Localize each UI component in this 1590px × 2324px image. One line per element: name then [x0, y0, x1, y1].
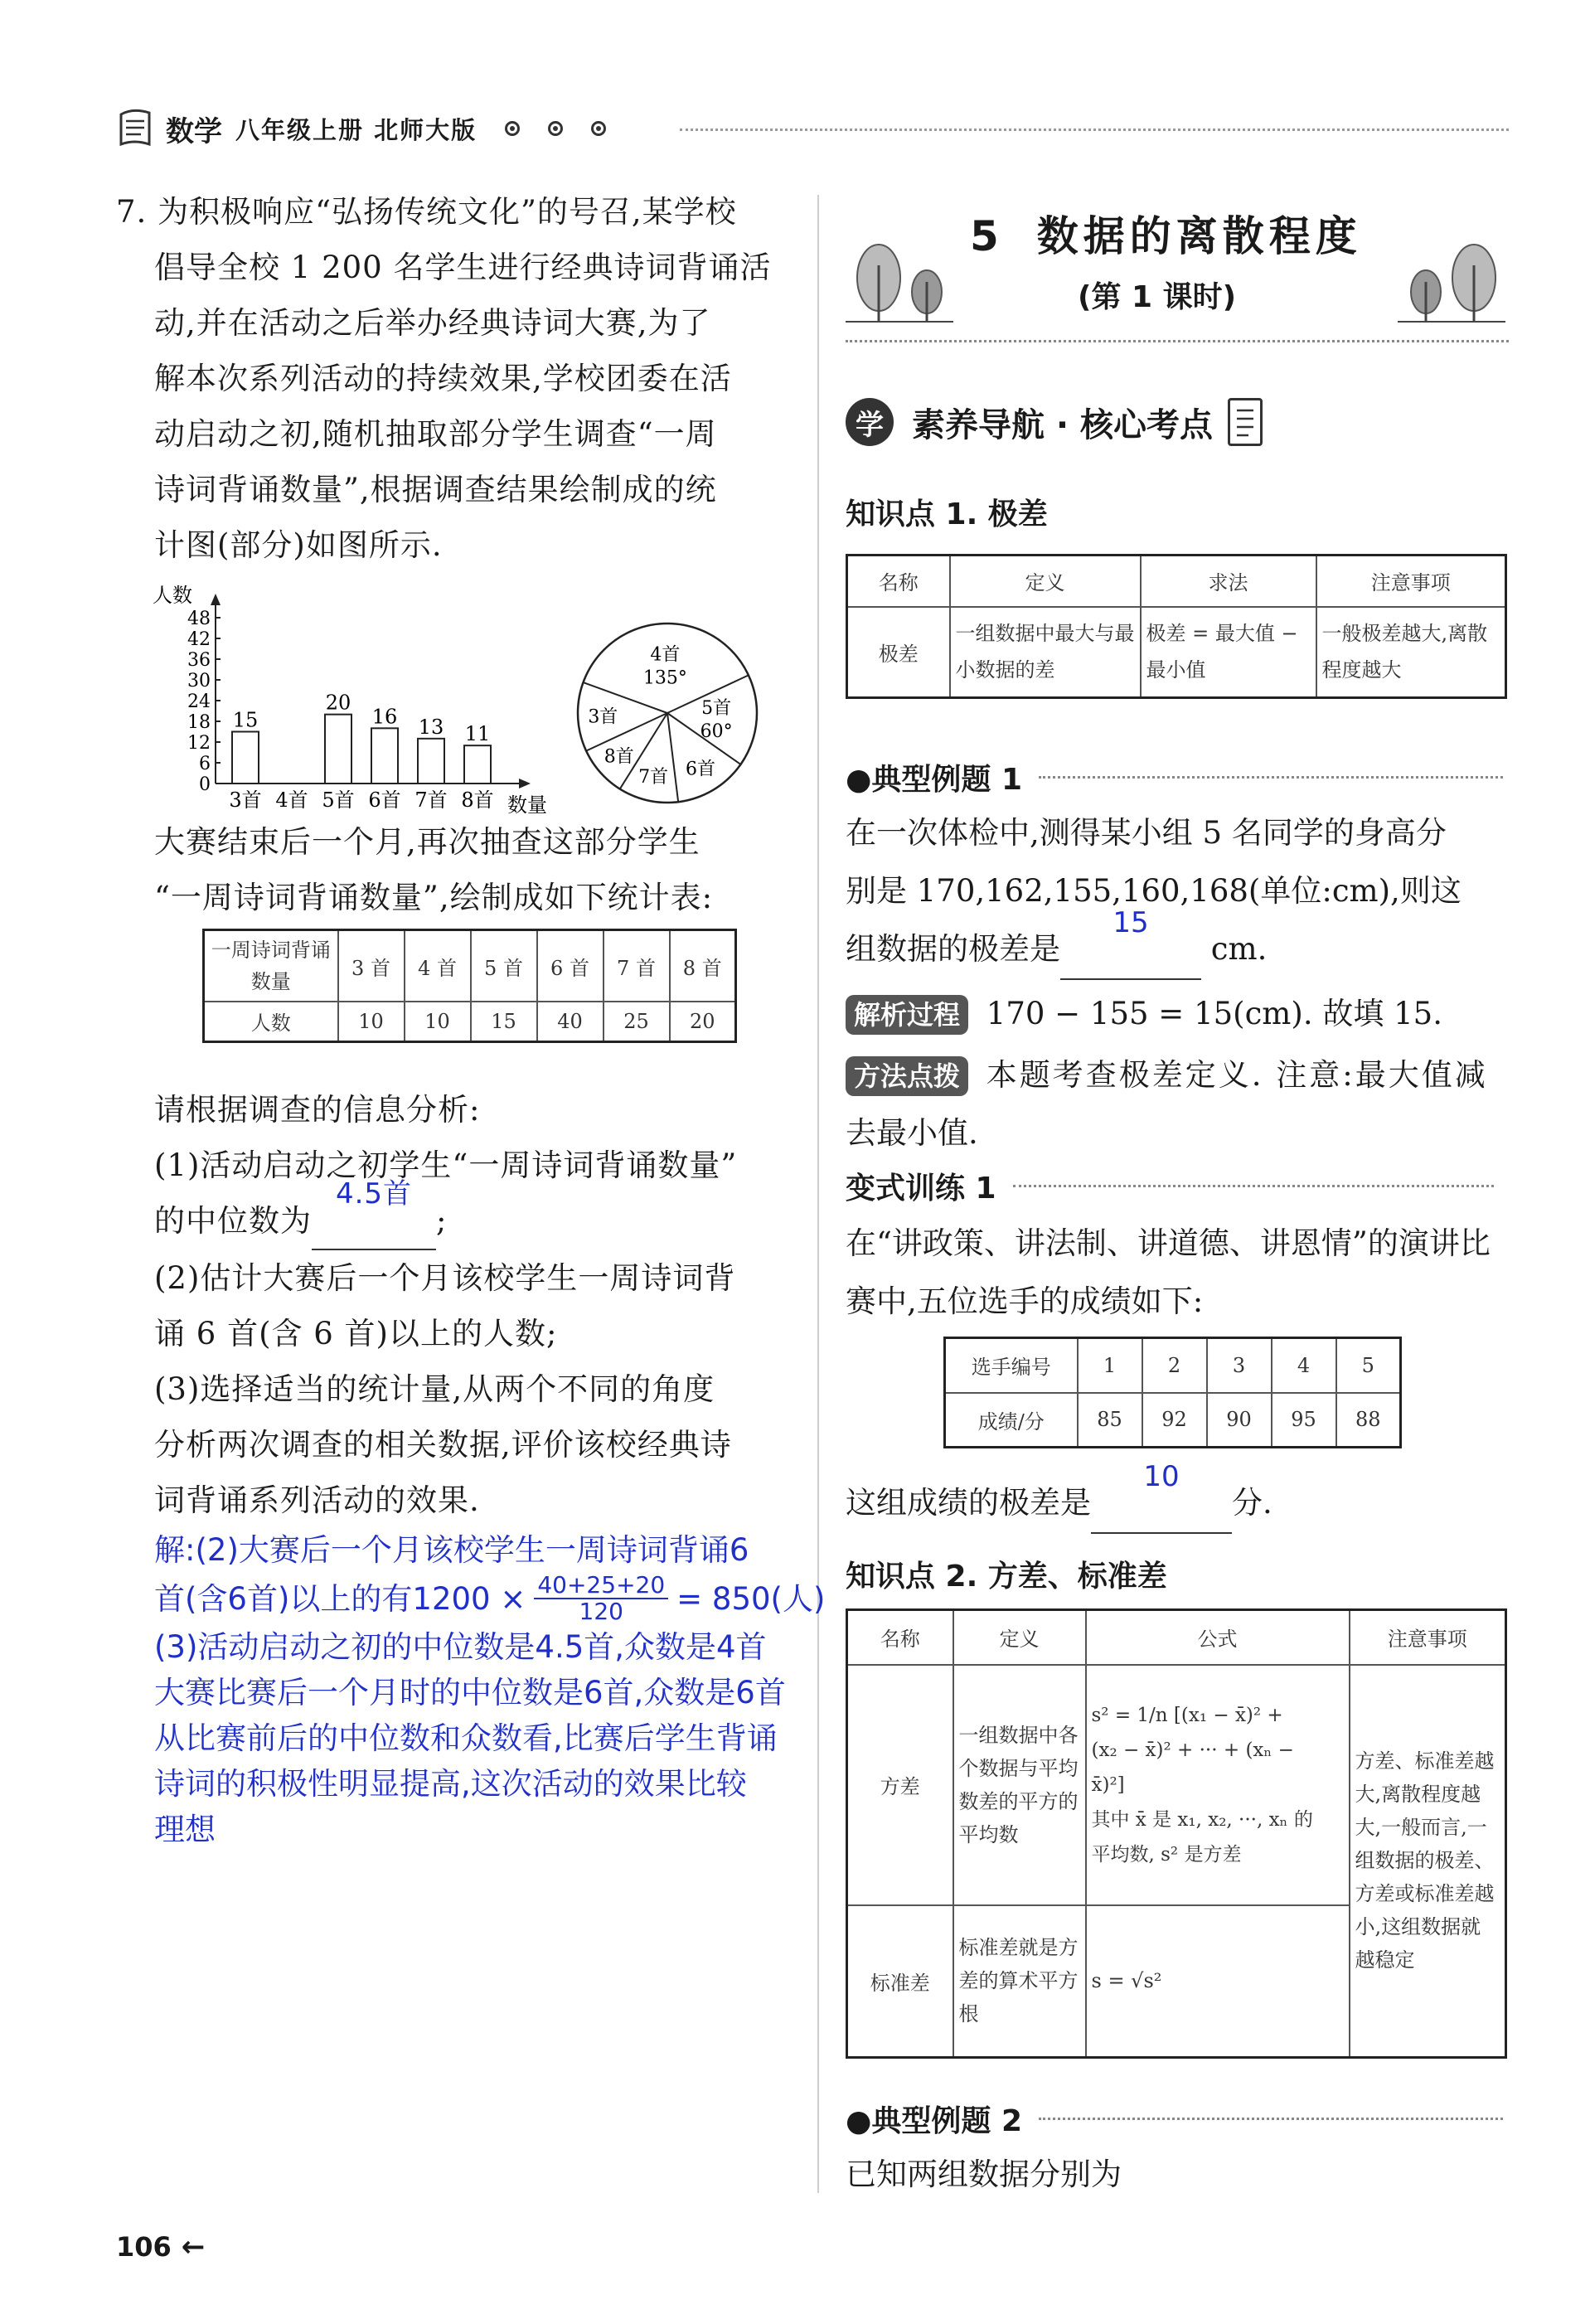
table-cell: 10	[405, 1002, 471, 1041]
table-row	[847, 1610, 1506, 1665]
ex1-heading	[846, 756, 1503, 798]
bar-value-label: 16	[371, 705, 398, 729]
nav-heading	[846, 398, 1263, 446]
solution-line: (3)活动启动之初的中位数是4.5首,众数是4首	[154, 1629, 767, 1665]
title-rule	[846, 340, 1509, 342]
table-cell: s = √s²	[1086, 1905, 1350, 2058]
table-row	[945, 1393, 1401, 1448]
table-cell: 一组数据中最大与最小数据的差	[950, 607, 1141, 698]
bs1-line: 在“讲政策、讲法制、讲道德、讲恩情”的演讲比	[846, 1225, 1491, 1261]
y-tick-label: 24	[187, 691, 211, 712]
ex1-line: 别是 170,162,155,160,168(单位:cm),则这	[846, 873, 1462, 909]
table-cell: 90	[1207, 1393, 1272, 1448]
tree-decoration-left	[846, 240, 953, 323]
table-row	[204, 930, 736, 1002]
y-tick-label: 30	[187, 671, 211, 691]
formula-line: (x₂ − x̄)² + ··· + (xₙ −	[1091, 1739, 1294, 1761]
solution-line: 从比赛前后的中位数和众数看,比赛后学生背诵	[154, 1720, 778, 1756]
page-header	[166, 104, 606, 153]
bs1-prefix: 这组成绩的极差是	[846, 1485, 1091, 1521]
table-header-cell: 成绩/分	[945, 1393, 1078, 1448]
jiexi-badge: 解析过程	[846, 995, 968, 1035]
bar	[371, 728, 398, 784]
q7-part3: (3)选择适当的统计量,从两个不同的角度	[154, 1371, 715, 1407]
table-cell: 1	[1078, 1338, 1142, 1393]
table-cell: 标准差	[847, 1905, 953, 2058]
table-header-cell: 一周诗词背诵数量	[204, 930, 338, 1002]
bar	[232, 732, 259, 784]
formula-line: s² = 1/n [(x₁ − x̄)² +	[1091, 1704, 1283, 1726]
table-cell: 3	[1207, 1338, 1272, 1393]
jiexi-text: 170 − 155 = 15(cm). 故填 15.	[986, 996, 1442, 1031]
table-cell: 20	[670, 1002, 736, 1041]
bs1-line: 赛中,五位选手的成绩如下:	[846, 1283, 1204, 1319]
header-dot-icon	[548, 121, 563, 136]
x-tick-label: 4首	[275, 788, 308, 812]
formula-line: 其中 x̄ 是 x₁, x₂, ···, xₙ 的	[1091, 1808, 1313, 1831]
q7-analysis-intro: 请根据调查的信息分析:	[154, 1092, 481, 1128]
table-header-cell: 3 首	[338, 930, 405, 1002]
header-info: 八年级上册 北师大版	[235, 115, 477, 144]
table-cell: 88	[1336, 1393, 1401, 1448]
solution-line: 诗词的积极性明显提高,这次活动的效果比较	[154, 1766, 747, 1802]
page-number-row	[116, 2230, 205, 2263]
table-header-cell: 求法	[1141, 556, 1316, 607]
fangfa-text: 本题考查极差定义. 注意:最大值减	[986, 1057, 1488, 1093]
ex1-blank[interactable]	[1060, 906, 1201, 980]
ex1-prefix: 组数据的极差是	[846, 931, 1060, 967]
ex1-title: ●典型例题 1	[846, 763, 1022, 797]
table-cell: 95	[1272, 1393, 1336, 1448]
q7-after-chart	[154, 814, 713, 925]
q7-part2: (2)估计大赛后一个月该校学生一周诗词背	[154, 1260, 736, 1296]
ex1-body	[846, 804, 1488, 1162]
y-tick-label: 18	[187, 712, 211, 733]
header-dot-icon	[505, 121, 520, 136]
bar-value-label: 11	[464, 722, 491, 746]
table-header-cell: 5 首	[471, 930, 537, 1002]
solution-line: 大赛比赛后一个月时的中位数是6首,众数是6首	[154, 1675, 786, 1710]
x-tick-label: 6首	[368, 788, 401, 812]
pie-slice-label: 5首	[701, 698, 732, 720]
table-row	[847, 607, 1506, 698]
solution-line: 解:(2)大赛后一个月该校学生一周诗词背诵6	[154, 1532, 749, 1568]
q7-table-wrap	[202, 929, 737, 1043]
q7-part2: 诵 6 首(含 6 首)以上的人数;	[154, 1316, 558, 1351]
pie-slice-label: 4首	[650, 644, 681, 666]
bs1-table	[943, 1337, 1402, 1448]
kp2-table	[846, 1608, 1507, 2059]
q7-part3: 词背诵系列活动的效果.	[154, 1482, 480, 1518]
table-header-cell: 8 首	[670, 930, 736, 1002]
bs1-answer: 10	[1143, 1460, 1180, 1493]
ex2-title: ●典型例题 2	[846, 2104, 1022, 2138]
table-cell: 方差	[847, 1665, 953, 1905]
solution-fraction	[534, 1573, 668, 1624]
fangfa-badge: 方法点拨	[846, 1056, 968, 1096]
table-cell: 85	[1078, 1393, 1142, 1448]
table-header-cell: 定义	[953, 1610, 1086, 1665]
ex2-rule	[1039, 2118, 1503, 2120]
x-axis-arrow-icon	[519, 779, 531, 788]
q7-line: 大赛结束后一个月,再次抽查这部分学生	[154, 824, 700, 860]
notebook-icon	[1228, 398, 1263, 446]
table-row	[204, 1002, 736, 1041]
table-cell: 5	[1336, 1338, 1401, 1393]
pie-slice-label: 6首	[686, 759, 716, 780]
q7-part1: (1)活动启动之初学生“一周诗词背诵数量”	[154, 1147, 738, 1183]
bs1-rule	[1013, 1185, 1494, 1187]
q7-part1-line2	[154, 1177, 737, 1250]
pie-slice-label: 7首	[638, 766, 669, 788]
bar-value-label: 20	[325, 691, 351, 715]
solution-suffix: = 850(人)	[676, 1580, 826, 1617]
kp1-table-wrap	[846, 554, 1507, 699]
q7-analysis	[154, 1082, 737, 1528]
bs1-blank[interactable]	[1091, 1460, 1232, 1534]
q7-line: 倡导全校 1 200 名学生进行经典诗词背诵活	[154, 250, 772, 285]
kp2-table-wrap	[846, 1608, 1507, 2059]
table-cell: 一组数据中各个数据与平均数差的平方的平均数	[953, 1665, 1086, 1905]
table-header-cell: 4 首	[405, 930, 471, 1002]
bar	[418, 739, 444, 784]
y-tick-label: 42	[187, 629, 211, 650]
table-cell: 25	[604, 1002, 670, 1041]
table-cell: 人数	[204, 1002, 338, 1041]
bar	[464, 745, 491, 784]
q7-line: 动启动之初,随机抽取部分学生调查“一周	[154, 416, 717, 452]
pie-slice-label: 3首	[588, 706, 618, 728]
ex2-heading	[846, 2098, 1503, 2140]
q7-part1-blank[interactable]	[312, 1177, 436, 1250]
bs1-question	[846, 1460, 1272, 1534]
q7-part1-answer: 4.5首	[335, 1177, 413, 1211]
header-subject: 数学	[166, 114, 222, 148]
table-cell: 92	[1142, 1393, 1207, 1448]
table-cell: 10	[338, 1002, 405, 1041]
header-rule	[680, 129, 1509, 131]
ex2-text: 已知两组数据分别为	[846, 2157, 1122, 2192]
pie-slice-label: 8首	[604, 746, 634, 768]
q7-part3: 分析两次调查的相关数据,评价该校经典诗	[154, 1427, 732, 1463]
table-header-cell: 名称	[847, 1610, 953, 1665]
table-cell: 4	[1272, 1338, 1336, 1393]
x-axis-label: 数量	[507, 793, 547, 817]
fraction-numerator: 40+25+20	[534, 1573, 668, 1599]
ex1-suffix: cm.	[1210, 931, 1268, 967]
nav-badge: 学	[846, 398, 894, 446]
table-row	[945, 1338, 1401, 1393]
bs1-body	[846, 1215, 1491, 1331]
kp2-title: 知识点 2. 方差、标准差	[846, 1560, 1167, 1594]
bs1-table-wrap	[943, 1337, 1402, 1448]
pie-angle-label: 135°	[642, 667, 687, 689]
nav-title: 素养导航 · 核心考点	[912, 405, 1214, 444]
q7-solution	[154, 1527, 825, 1852]
header-dot-icon	[591, 121, 606, 136]
bs1-suffix: 分.	[1232, 1485, 1272, 1521]
fangfa-row	[846, 1046, 1488, 1104]
header-logo	[116, 106, 156, 149]
table-header-cell: 选手编号	[945, 1338, 1078, 1393]
q7-line: 动,并在活动之后举办经典诗词大赛,为了	[154, 305, 711, 341]
lesson-label: (第 1 课时)	[1078, 280, 1237, 314]
ex1-rule	[1039, 776, 1503, 779]
ex1-answer: 15	[1113, 906, 1149, 939]
q7-line: 计图(部分)如图所示.	[154, 527, 443, 563]
y-tick-label: 0	[199, 774, 211, 795]
section-title	[970, 203, 1362, 263]
question-7	[116, 184, 771, 573]
table-header-cell: 定义	[950, 556, 1141, 607]
table-cell: 方差、标准差越大,离散程度越大,一般而言,一组数据的极差、方差或标准差越小,这组数据就越稳定	[1350, 1665, 1506, 2058]
fangfa-text-2: 去最小值.	[846, 1115, 978, 1151]
bar-chart	[149, 580, 564, 821]
jiexi-row	[846, 985, 1488, 1043]
q7-part1-prefix: 的中位数为	[154, 1203, 312, 1239]
ex1-line-3	[846, 906, 1488, 980]
table-cell: 2	[1142, 1338, 1207, 1393]
solution-line-2	[154, 1573, 825, 1624]
bs1-heading	[846, 1165, 1494, 1207]
q7-line: 诗词背诵数量”,根据调查结果绘制成的统	[154, 472, 717, 507]
solution-prefix: 首(含6首)以上的有1200 ×	[154, 1580, 526, 1617]
table-row	[847, 1665, 1506, 1905]
q7-line: 解本次系列活动的持续效果,学校团委在活	[154, 361, 732, 396]
pie-chart	[572, 618, 763, 808]
bs1-title: 变式训练 1	[846, 1172, 996, 1206]
bar-value-label: 13	[418, 715, 444, 739]
y-axis-arrow-icon	[211, 594, 221, 605]
table-cell: 40	[537, 1002, 604, 1041]
y-axis-label: 人数	[153, 584, 192, 607]
bar-value-label: 15	[232, 708, 259, 732]
y-tick-label: 12	[187, 733, 211, 754]
bar	[325, 715, 351, 784]
kp1-title: 知识点 1. 极差	[846, 497, 1048, 531]
section-title-text: 数据的离散程度	[1036, 212, 1362, 260]
table-cell: 15	[471, 1002, 537, 1041]
x-tick-label: 3首	[229, 788, 262, 812]
table-row	[847, 556, 1506, 607]
column-divider	[817, 195, 819, 2193]
table-cell: 极差 = 最大值 − 最小值	[1141, 607, 1316, 698]
q7-line: 7. 为积极响应“弘扬传统文化”的号召,某学校	[116, 194, 737, 230]
q7-part1-suffix: ;	[436, 1203, 448, 1239]
table-cell: 极差	[847, 607, 950, 698]
table-header-cell: 名称	[847, 556, 950, 607]
q7-table	[202, 929, 737, 1043]
variance-formula-cell	[1086, 1665, 1350, 1905]
q7-line: “一周诗词背诵数量”,绘制成如下统计表:	[154, 880, 714, 915]
table-header-cell: 公式	[1086, 1610, 1350, 1665]
y-tick-label: 36	[187, 650, 211, 671]
formula-line: 平均数, s² 是方差	[1091, 1843, 1242, 1866]
table-header-cell: 注意事项	[1350, 1610, 1506, 1665]
x-tick-label: 5首	[322, 788, 355, 812]
section-number: 5	[970, 212, 1004, 260]
table-cell: 一般极差越大,离散程度越大	[1316, 607, 1506, 698]
y-tick-label: 6	[199, 754, 211, 774]
formula-line: x̄)²]	[1091, 1773, 1125, 1796]
y-tick-label: 48	[187, 609, 211, 629]
page-number: 106	[116, 2231, 172, 2263]
ex1-line: 在一次体检中,测得某小组 5 名同学的身高分	[846, 815, 1447, 851]
table-cell: 标准差就是方差的算术平方根	[953, 1905, 1086, 2058]
x-tick-label: 8首	[461, 788, 494, 812]
table-header-cell: 7 首	[604, 930, 670, 1002]
pie-angle-label: 60°	[700, 721, 733, 743]
arrow-left-icon: ←	[181, 2230, 206, 2263]
table-header-cell: 6 首	[537, 930, 604, 1002]
fraction-denominator: 120	[579, 1598, 623, 1625]
tree-decoration-right	[1398, 240, 1505, 323]
x-tick-label: 7首	[414, 788, 448, 812]
table-header-cell: 注意事项	[1316, 556, 1506, 607]
solution-line: 理想	[154, 1812, 216, 1847]
kp1-table	[846, 554, 1507, 699]
